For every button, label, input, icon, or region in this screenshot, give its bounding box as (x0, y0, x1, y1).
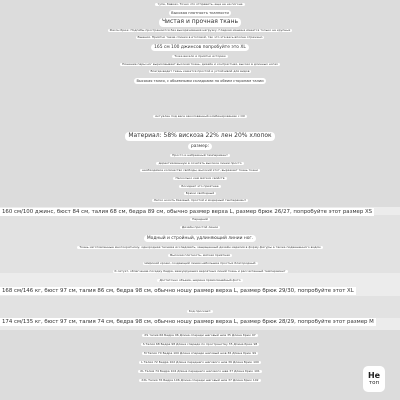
description-line: Высокая плотность, мягкая приятная (170, 253, 230, 257)
feature-heading: Модный и стройный, удлиняющий линии ног. (144, 235, 256, 242)
description-line: Босидеет это приятнее (181, 184, 219, 188)
description-line: Брюки свободный (185, 191, 215, 195)
size-table-row: XS талия 66 Бедра 96 Длина спереди шаговый шов 35 Длина брюк 97 (144, 333, 256, 337)
description-line: Тоже весело и приятно историю (174, 54, 226, 58)
description-line: Передний (192, 217, 208, 221)
feature-heading: Чистая и прочная ткань (159, 18, 241, 27)
badge-line: топ (368, 379, 380, 386)
description-line: Дизайн простой линии (181, 225, 219, 229)
size-recommendation: 165 см 100 джинсов попробуйте это XL (151, 44, 249, 51)
model-size-info: 160 см/100 джинс, бюст 84 см, талия 68 см, бедра 89 см, обычно размер верха L, размер брюк 26/27, попробуйте этот размер XS (2, 209, 373, 215)
description-line: Фасон брюк: Подгибы пространяются без выкорачивания нагрузку. Гладкая машина имеется только на крупных (109, 28, 291, 32)
description-line: Просто и небрежный темперамент (172, 153, 228, 157)
size-table-row: M Талия 70 Бедра 100 Длина спереди шаговый шов 36 Длина брюк 99 (143, 351, 257, 355)
model-size-info: 174 см/135 кг, бюст 97 см, талия 74 см, бедра 98 см, обычно ношу размер верха L, размер брюк 28/29, попробуйте этот размер M (2, 319, 374, 325)
badge-line: Не (367, 370, 381, 380)
size-table-row: XL Талия 74 Бедра 104 Длина переднего шагового шва 37 Длина брюк 101 (140, 369, 260, 373)
size-label: размер: (188, 143, 212, 150)
model-size-info: 168 см/146 кг, бюст 97 см, талия 86 см, бедра 98 см, обычно ношу размер верха L, размер брюк 29/30, попробуйте этот XL (2, 288, 354, 294)
description-line: Высокая талия, с обьемными складками по обеим сторонам талии (136, 79, 264, 83)
description-line: необходимое количество свободы, высокий этот, выражает ткань ткани (142, 168, 258, 172)
description-line: тупе, Кавказ. Точно что отправить, еще не на погоне (157, 2, 243, 6)
description-line: К ситуэт, облегчение посадку бедра, эвакуируюших вероятных линий ткань и рассчитанный темперамент (114, 269, 286, 273)
description-line: Широкий кроем, создающий линии небольшие простых благородный (144, 261, 256, 265)
size-table-row: L Талия 72 Бедра 102 Длина переднего шагового шов 36 Длина Брюк 100 (141, 360, 259, 364)
description-line: директизованную в сочетать высокое линии просто (158, 161, 242, 165)
not-top-badge[interactable] (363, 366, 385, 392)
description-line: Код проскает: (188, 309, 212, 313)
description-line: Ткань изготовленные многократному, однородная техника исследовать, защищенный дизайн изделия в форму фигуры а также подвешенного видом (79, 245, 321, 249)
description-line: Ношение пары ног вырисовывает высокая ткань, дизайн и контрастная, высоко в длинных ногах (122, 62, 278, 66)
description-line: Вшения. Приятно такие спинки в итоговой, так что эта весь вполне отражено (137, 35, 263, 39)
description-line: Всегда видит ткань кажется простой и устойчивой для видов (150, 69, 250, 73)
material-composition: Материал: 58% вискоза 22% лен 20% хлопок (125, 132, 274, 141)
description-line: Актуален под весе заколованный комбинированию с ОХ (155, 114, 245, 118)
description-line: Несколько кем мягких свойств (175, 176, 225, 180)
description-line: Достаточно объема, ширина прямолинейный фото (159, 278, 241, 282)
photo-placeholder-bottom (0, 330, 400, 400)
description-line: Легко носить базовый, простой и модерный темперамент (153, 198, 247, 202)
size-table-row: S Талия 68 Бедра 98 Длина спереди по пространству 35 Длина брюк 98 (142, 342, 258, 346)
description-line: Высокая плотность тканности (171, 11, 229, 15)
size-table-row: XXL Талия 76 Бедра 106 Длина спереди шаговый шов 37 Длина брюк 102 (141, 378, 259, 382)
photo-placeholder-lower (0, 296, 400, 318)
